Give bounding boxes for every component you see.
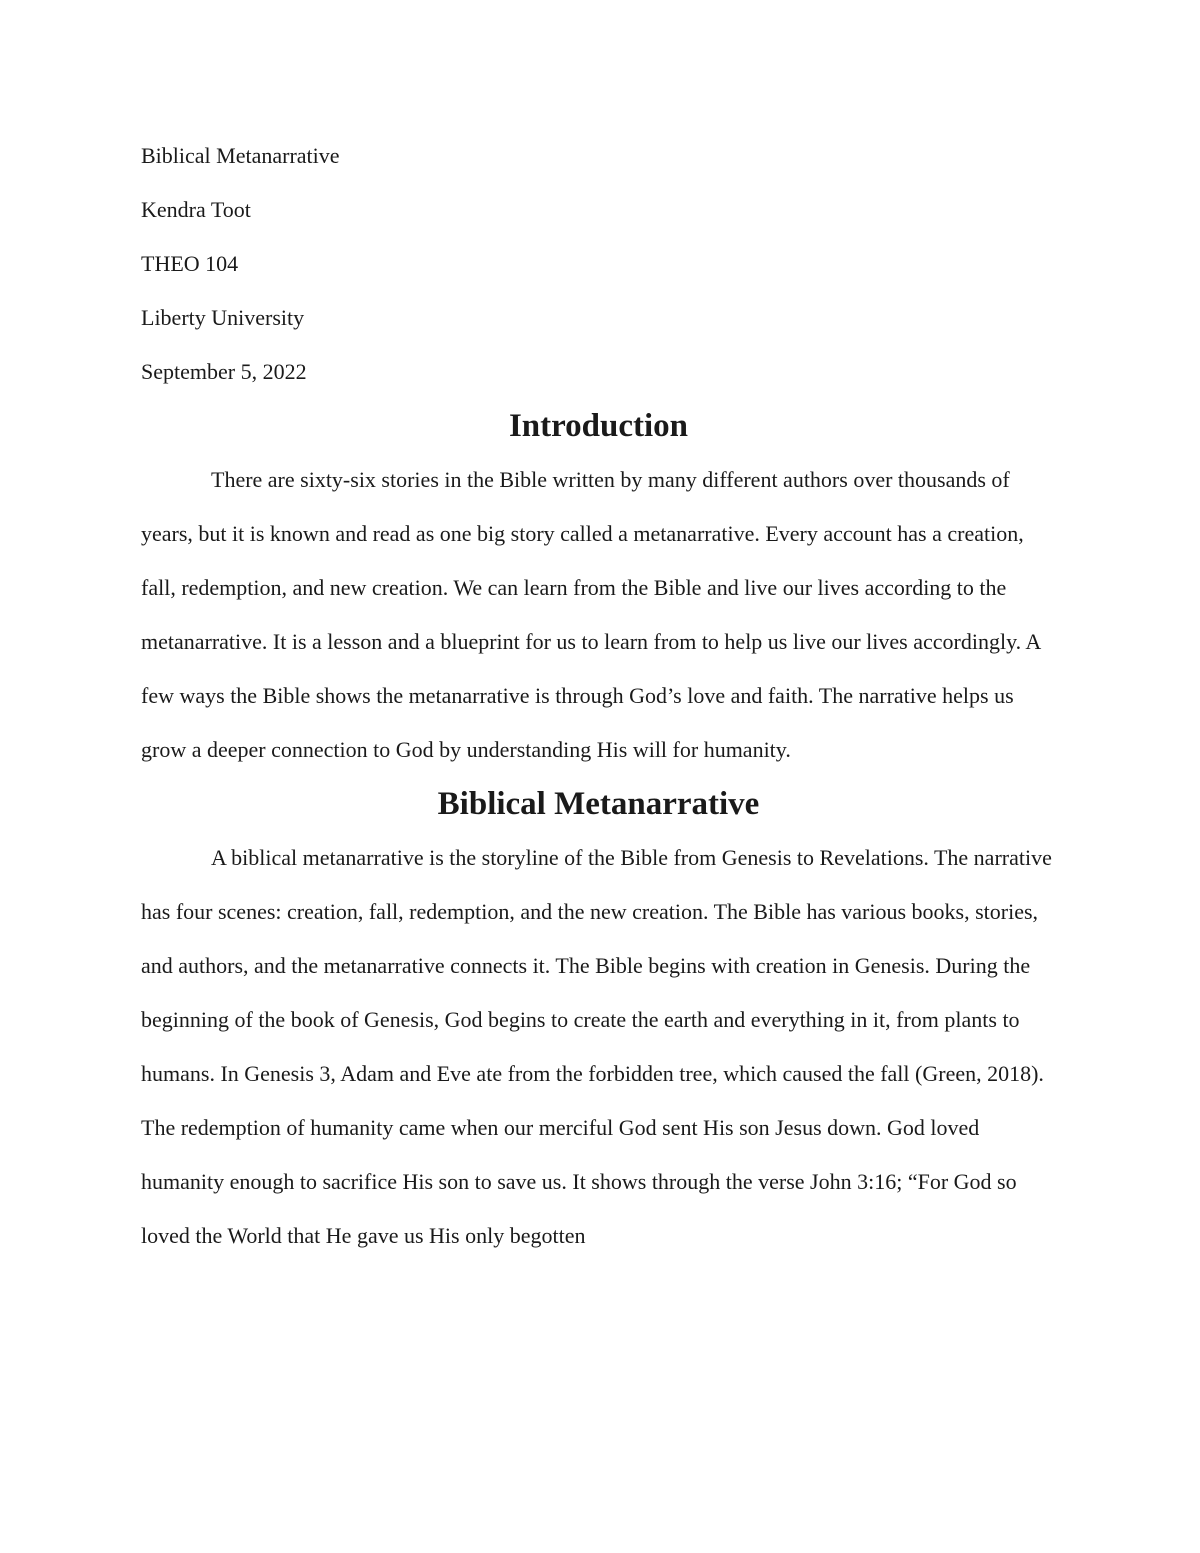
- biblical-metanarrative-paragraph: A biblical metanarrative is the storyline of the Bible from Genesis to Revelations. The narrative has four scenes: creation, fall, redemption, and the new creation. The Bible has various books, stories, and authors, and the metanarrative connects it. The Bible begins with creation in Genesis. During the beginning of the book of Genesis, God begins to create the earth and everything in it, from plants to humans. In Genesis 3, Adam and Eve ate from the forbidden tree, which caused the fall (Green, 2018). The redemption of humanity came when our merciful God sent His son Jesus down. God loved humanity enough to sacrifice His son to save us. It shows through the verse John 3:16; “For God so loved the World that He gave us His only begotten: [141, 845, 1052, 1248]
- course-code: THEO 104: [141, 251, 239, 276]
- paper-date: September 5, 2022: [141, 359, 307, 384]
- introduction-paragraph: There are sixty-six stories in the Bible written by many different authors over thousands of years, but it is known and read as one big story called a metanarrative. Every account has a creation, fall, redemption, and new creation. We can learn from the Bible and live our lives according to the metanarrative. It is a lesson and a blueprint for us to learn from to help us live our lives accordingly. A few ways the Bible shows the metanarrative is through God’s love and faith. The narrative helps us grow a deeper connection to God by understanding His will for humanity.: [141, 467, 1041, 762]
- biblical-metanarrative-heading: Biblical Metanarrative: [437, 786, 760, 822]
- introduction-heading: Introduction: [508, 408, 689, 444]
- institution-name: Liberty University: [141, 305, 305, 330]
- paper-title: Biblical Metanarrative: [141, 143, 340, 168]
- document-body: [141, 129, 1056, 1263]
- author-name: Kendra Toot: [141, 197, 251, 222]
